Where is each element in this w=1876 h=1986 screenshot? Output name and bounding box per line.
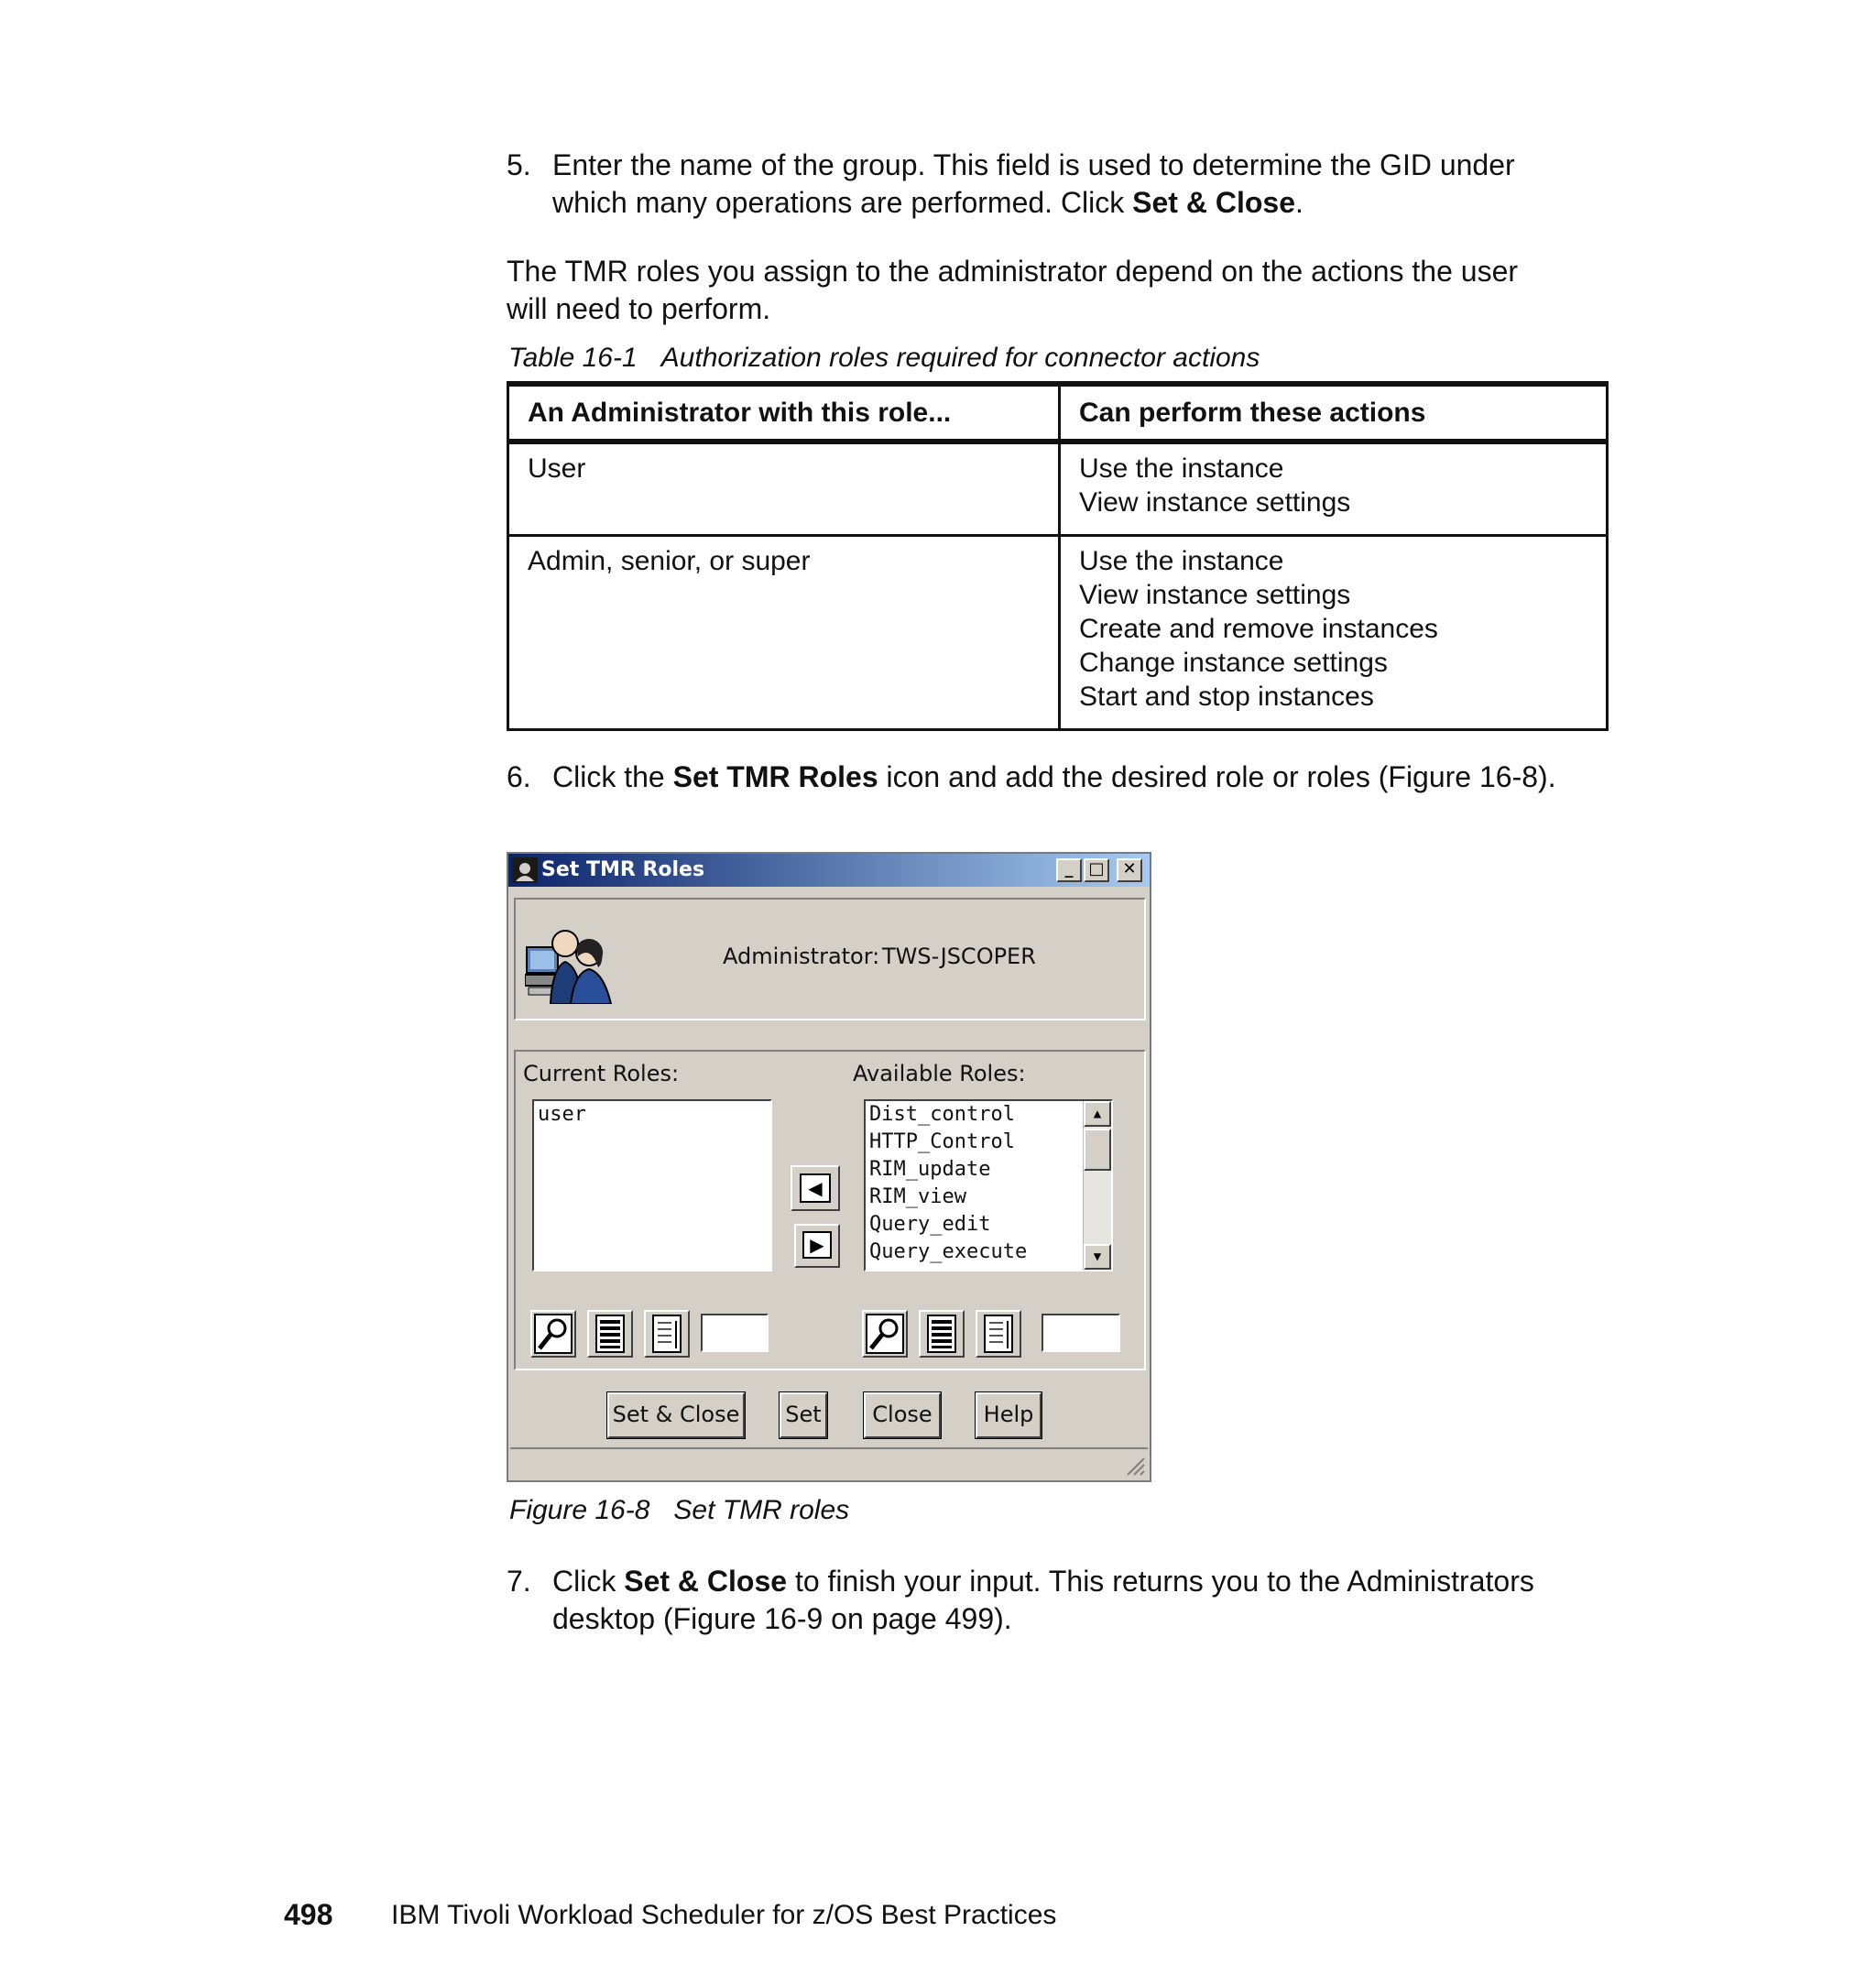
step-7-line-2: desktop (Figure 16-9 on page 499). bbox=[552, 1602, 1012, 1635]
administrator-label: Administrator: bbox=[723, 944, 880, 969]
maximize-button[interactable]: □ bbox=[1084, 858, 1109, 882]
set-button[interactable]: Set bbox=[780, 1392, 827, 1438]
book-title: IBM Tivoli Workload Scheduler for z/OS Best Practices bbox=[391, 1900, 1057, 1930]
figure-caption-label: Figure 16-8 bbox=[509, 1495, 650, 1525]
magnifier-icon bbox=[864, 1312, 906, 1356]
set-close-emphasis: Set & Close bbox=[624, 1565, 788, 1598]
available-roles-list[interactable] bbox=[864, 1099, 1113, 1271]
window-title: Set TMR Roles bbox=[541, 858, 705, 881]
list-item[interactable]: RIM_update bbox=[869, 1158, 991, 1181]
select-all-icon bbox=[589, 1312, 631, 1356]
table-header-role: An Administrator with this role... bbox=[508, 384, 1060, 442]
select-all-available-button[interactable] bbox=[919, 1310, 965, 1358]
table-caption bbox=[508, 343, 1260, 374]
administrator-value: TWS-JSCOPER bbox=[882, 944, 1036, 969]
page-number: 498 bbox=[284, 1898, 333, 1931]
step-5-line-1: Enter the name of the group. This field is used to determine the GID under bbox=[552, 148, 1515, 181]
administrators-icon bbox=[525, 920, 616, 1004]
step-number: 7. bbox=[507, 1565, 531, 1598]
intro-line-1: The TMR roles you assign to the administrator depend on the actions the user bbox=[507, 255, 1519, 288]
available-roles-filter-input[interactable] bbox=[1042, 1314, 1120, 1352]
tivoli-app-icon bbox=[512, 857, 538, 883]
set-close-emphasis: Set & Close bbox=[1132, 186, 1295, 219]
available-roles-scrollbar[interactable] bbox=[1083, 1101, 1111, 1270]
intro-line-2: will need to perform. bbox=[507, 292, 771, 325]
scroll-thumb[interactable] bbox=[1084, 1129, 1111, 1171]
step-6: 6. Click the Set TMR Roles icon and add the desired role or roles (Figure 16-8). bbox=[507, 758, 1624, 796]
remove-role-button[interactable] bbox=[794, 1224, 840, 1268]
scroll-up-icon[interactable]: ▲ bbox=[1084, 1101, 1111, 1127]
table-cell-role: Admin, senior, or super bbox=[508, 536, 1060, 730]
current-roles-label: Current Roles: bbox=[523, 1061, 680, 1086]
close-button[interactable]: Close bbox=[864, 1392, 941, 1438]
list-item[interactable]: Query_execute bbox=[869, 1240, 1028, 1263]
title-bar[interactable] bbox=[508, 854, 1150, 887]
roles-panel bbox=[514, 1050, 1146, 1370]
figure-caption bbox=[509, 1495, 849, 1526]
step-7: 7. Click Set & Close to finish your input. This returns you to the Administrators desktop (Figure 16-9 on page 499). bbox=[507, 1563, 1624, 1638]
set-tmr-roles-emphasis: Set TMR Roles bbox=[672, 760, 878, 793]
table-row bbox=[508, 536, 1608, 730]
help-button[interactable]: Help bbox=[976, 1392, 1042, 1438]
deselect-all-icon bbox=[646, 1312, 688, 1356]
resize-grip-icon[interactable] bbox=[1122, 1453, 1146, 1477]
magnifier-icon bbox=[532, 1312, 574, 1356]
step-5 bbox=[507, 147, 1624, 222]
current-roles-list[interactable] bbox=[532, 1099, 772, 1271]
step-number: 6. bbox=[507, 760, 531, 793]
list-item[interactable]: Query_edit bbox=[869, 1213, 991, 1236]
find-available-role-button[interactable] bbox=[862, 1310, 908, 1358]
arrow-right-icon: ▶ bbox=[802, 1231, 832, 1259]
minimize-button[interactable]: _ bbox=[1056, 858, 1082, 882]
deselect-all-available-button[interactable] bbox=[976, 1310, 1021, 1358]
table-row bbox=[508, 442, 1608, 536]
scroll-down-icon[interactable]: ▼ bbox=[1084, 1244, 1111, 1270]
arrow-left-icon: ◀ bbox=[800, 1173, 831, 1203]
table-caption-label: Table 16-1 bbox=[508, 343, 638, 373]
figure-caption-text: Set TMR roles bbox=[673, 1495, 850, 1525]
intro-paragraph bbox=[507, 253, 1624, 328]
step-5-line-2: which many operations are performed. Click Set & Close. bbox=[552, 186, 1303, 219]
list-item[interactable]: HTTP_Control bbox=[869, 1130, 1015, 1153]
table-header-actions: Can perform these actions bbox=[1060, 384, 1608, 442]
list-item[interactable]: RIM_view bbox=[869, 1185, 966, 1208]
find-current-role-button[interactable] bbox=[530, 1310, 576, 1358]
deselect-all-icon bbox=[977, 1312, 1020, 1356]
table-cell-actions: Use the instance View instance settings bbox=[1060, 442, 1608, 536]
current-roles-filter-input[interactable] bbox=[701, 1314, 769, 1352]
available-roles-label: Available Roles: bbox=[853, 1061, 1026, 1086]
select-all-icon bbox=[921, 1312, 963, 1356]
list-item[interactable]: Dist_control bbox=[869, 1103, 1015, 1126]
status-bar bbox=[510, 1447, 1148, 1479]
list-item[interactable]: user bbox=[538, 1103, 586, 1126]
add-role-button[interactable] bbox=[791, 1165, 840, 1211]
authorization-roles-table bbox=[507, 381, 1609, 731]
table-header-row bbox=[508, 384, 1608, 442]
table-caption-text: Authorization roles required for connector actions bbox=[660, 343, 1260, 373]
close-window-button[interactable]: ✕ bbox=[1117, 858, 1142, 882]
select-all-current-button[interactable] bbox=[587, 1310, 633, 1358]
table-cell-role: User bbox=[508, 442, 1060, 536]
administrator-panel bbox=[514, 898, 1146, 1020]
table-cell-actions: Use the instance View instance settings Create and remove instances Change instance settings Start and stop instances bbox=[1060, 536, 1608, 730]
step-number: 5. bbox=[507, 148, 531, 181]
deselect-all-current-button[interactable] bbox=[644, 1310, 690, 1358]
set-close-button[interactable]: Set & Close bbox=[607, 1392, 745, 1438]
set-tmr-roles-window bbox=[507, 852, 1151, 1482]
